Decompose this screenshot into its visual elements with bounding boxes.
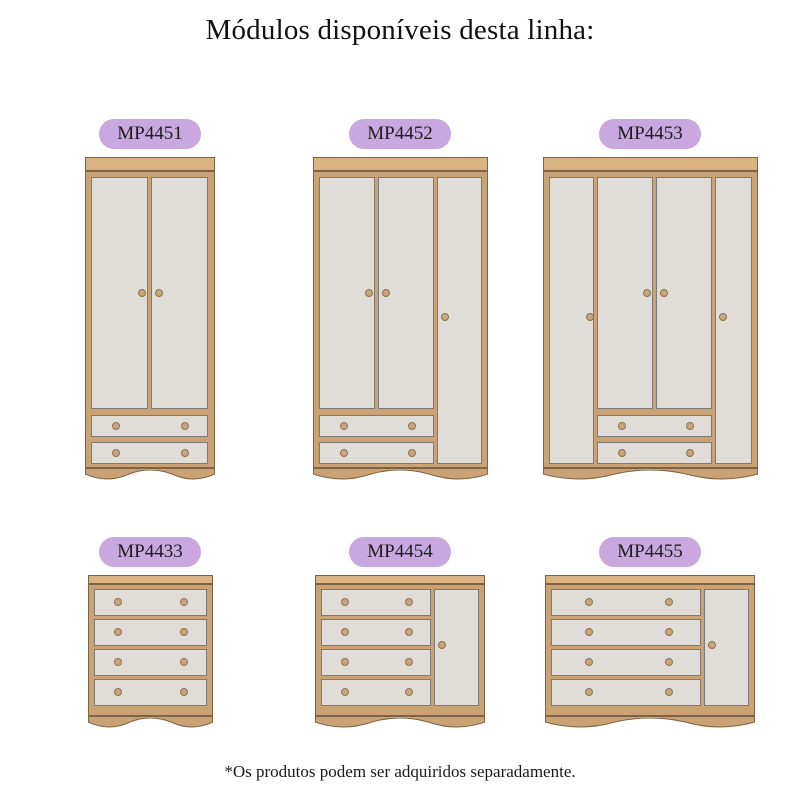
drawer-2	[91, 442, 208, 464]
badge-wrap-mp4433	[99, 529, 200, 575]
drawer-knob	[665, 628, 673, 636]
module-grid	[0, 82, 800, 730]
module-mp4453[interactable]	[525, 111, 775, 482]
drawer-knob	[341, 688, 349, 696]
module-mp4454[interactable]	[275, 529, 525, 730]
drawer-knob	[686, 422, 694, 430]
door-knob	[586, 313, 594, 321]
scallop-trim-icon	[85, 470, 215, 482]
scallop-trim-icon	[313, 470, 488, 482]
drawer-knob	[618, 422, 626, 430]
module-code-badge[interactable]: MP4452	[349, 119, 450, 149]
scallop-trim-icon	[315, 718, 485, 730]
drawer-knob	[180, 598, 188, 606]
footnote: *Os produtos podem ser adquiridos separadamente.	[224, 762, 576, 781]
drawer-knob	[180, 688, 188, 696]
top-cap	[85, 157, 215, 171]
door-knob	[660, 289, 668, 297]
drawer-knob	[112, 449, 120, 457]
top-cap	[545, 575, 755, 584]
module-mp4455[interactable]	[525, 529, 775, 730]
drawer-knob	[585, 658, 593, 666]
drawer-1	[597, 415, 712, 437]
drawer-knob	[112, 422, 120, 430]
top-cap	[313, 157, 488, 171]
badge-wrap-mp4452	[349, 111, 450, 157]
module-code-badge[interactable]: MP4453	[599, 119, 700, 149]
drawer-knob	[341, 658, 349, 666]
drawer-3	[94, 649, 207, 676]
scallop-trim-icon	[545, 718, 755, 730]
drawer-knob	[180, 628, 188, 636]
drawer-knob	[114, 628, 122, 636]
chest-4-drawer-drawing	[88, 575, 213, 730]
wardrobe-2-door-drawing	[85, 157, 215, 482]
drawer-knob	[180, 658, 188, 666]
module-mp4451[interactable]	[25, 111, 275, 482]
scallop-trim-icon	[88, 718, 213, 730]
module-row-bottom	[0, 510, 800, 730]
top-cap	[88, 575, 213, 584]
drawer-knob	[114, 598, 122, 606]
drawer-1	[94, 589, 207, 616]
door-knob	[155, 289, 163, 297]
drawer-3	[551, 649, 701, 676]
drawer-knob	[341, 598, 349, 606]
drawer-2	[551, 619, 701, 646]
badge-wrap-mp4454	[349, 529, 450, 575]
drawer-knob	[585, 598, 593, 606]
door-knob	[438, 641, 446, 649]
module-code-badge[interactable]: MP4455	[599, 537, 700, 567]
module-row-top	[0, 82, 800, 482]
module-mp4433[interactable]	[25, 529, 275, 730]
module-code-badge[interactable]: MP4451	[99, 119, 200, 149]
drawer-knob	[405, 658, 413, 666]
module-code-badge[interactable]: MP4433	[99, 537, 200, 567]
drawer-4	[321, 679, 431, 706]
drawer-2	[319, 442, 434, 464]
wardrobe-3-door-drawing	[313, 157, 488, 482]
drawer-knob	[181, 449, 189, 457]
drawer-knob	[665, 658, 673, 666]
drawer-knob	[341, 628, 349, 636]
door-knob	[643, 289, 651, 297]
drawer-4	[94, 679, 207, 706]
badge-wrap-mp4455	[599, 529, 700, 575]
badge-wrap-mp4453	[599, 111, 700, 157]
drawer-knob	[408, 422, 416, 430]
badge-wrap-mp4451	[99, 111, 200, 157]
door-far-right	[715, 177, 752, 464]
drawer-2	[597, 442, 712, 464]
wardrobe-4-door-drawing	[543, 157, 758, 482]
door-knob	[365, 289, 373, 297]
top-cap	[315, 575, 485, 584]
drawer-knob	[340, 449, 348, 457]
drawer-1	[319, 415, 434, 437]
door-knob	[382, 289, 390, 297]
door-far-left	[549, 177, 594, 464]
drawer-1	[91, 415, 208, 437]
scallop-trim-icon	[543, 470, 758, 482]
drawer-knob	[114, 688, 122, 696]
drawer-knob	[686, 449, 694, 457]
drawer-2	[94, 619, 207, 646]
drawer-knob	[585, 688, 593, 696]
door-knob	[441, 313, 449, 321]
drawer-knob	[665, 688, 673, 696]
drawer-knob	[405, 688, 413, 696]
drawer-knob	[665, 598, 673, 606]
module-mp4452[interactable]	[275, 111, 525, 482]
drawer-knob	[618, 449, 626, 457]
drawer-3	[321, 649, 431, 676]
door-knob	[138, 289, 146, 297]
page-title: Módulos disponíveis desta linha:	[205, 14, 595, 46]
door-knob	[708, 641, 716, 649]
drawer-knob	[408, 449, 416, 457]
drawer-knob	[181, 422, 189, 430]
chest-4-drawer-1-door-wide-drawing	[545, 575, 755, 730]
drawer-1	[551, 589, 701, 616]
drawer-knob	[114, 658, 122, 666]
drawer-knob	[405, 598, 413, 606]
door-knob	[719, 313, 727, 321]
chest-4-drawer-1-door-drawing	[315, 575, 485, 730]
drawer-4	[551, 679, 701, 706]
drawer-knob	[340, 422, 348, 430]
drawer-1	[321, 589, 431, 616]
drawer-knob	[405, 628, 413, 636]
module-code-badge[interactable]: MP4454	[349, 537, 450, 567]
drawer-knob	[585, 628, 593, 636]
drawer-2	[321, 619, 431, 646]
top-cap	[543, 157, 758, 171]
